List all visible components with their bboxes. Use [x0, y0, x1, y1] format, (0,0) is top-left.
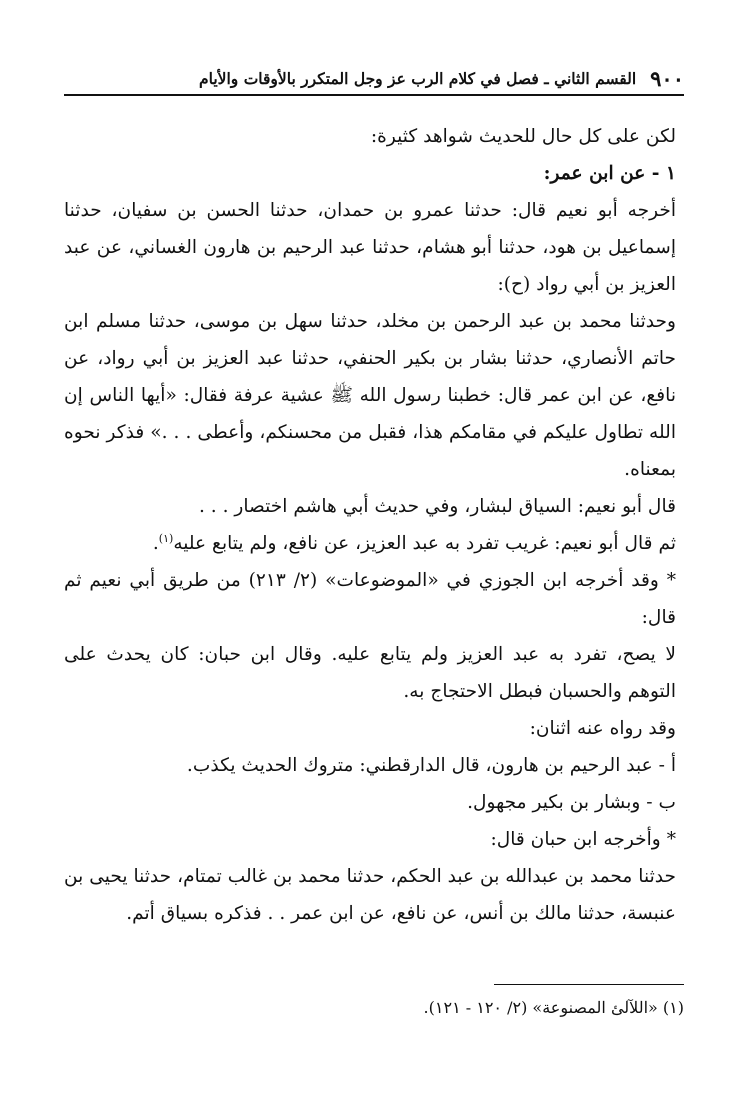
- header-title: القسم الثاني ـ فصل في كلام الرب عز وجل المتكرر بالأوقات والأيام: [199, 68, 637, 88]
- paragraph-6: لا يصح، تفرد به عبد العزيز ولم يتابع عليه. وقال ابن حبان: كان يحدث على التوهم والحسبان فبطل الاحتجاج به.: [64, 644, 676, 702]
- paragraph-4-text: ثم قال أبو نعيم: غريب تفرد به عبد العزيز، عن نافع، ولم يتابع عليه: [173, 533, 676, 554]
- main-text: [64, 118, 684, 932]
- paragraph-2: وحدثنا محمد بن عبد الرحمن بن مخلد، حدثنا سهل بن موسى، حدثنا مسلم ابن حاتم الأنصاري، حدثنا بشار بن بكير الحنفي، حدثنا عبد العزيز بن أبي رواد، عن نافع، عن ابن عمر قال: خطبنا رسول الله ﷺ عشية عرفة فقال: «أيها الناس إن الله تطاول عليكم في مقامكم هذا، فقبل من محسنكم، وأعطى . . .» فذكر نحوه بمعناه.: [64, 311, 676, 480]
- running-header: [64, 62, 684, 96]
- paragraph-10: * وأخرجه ابن حبان قال:: [490, 829, 676, 850]
- footnote-ref: (١): [158, 531, 174, 545]
- paragraph-8: أ - عبد الرحيم بن هارون، قال الدارقطني: متروك الحديث يكذب.: [186, 755, 676, 776]
- paragraph-4-end: .: [152, 533, 159, 554]
- paragraph-11: حدثنا محمد بن عبدالله بن عبد الحكم، حدثنا محمد بن غالب تمتام، حدثنا يحيى بن عنبسة، حدثنا مالك بن أنس، عن نافع، عن ابن عمر . . فذكره بسياق أتم.: [64, 866, 676, 924]
- paragraph-7: وقد رواه عنه اثنان:: [529, 718, 676, 739]
- paragraph-5: * وقد أخرجه ابن الجوزي في «الموضوعات» (٢/ ٢١٣) من طريق أبي نعيم ثم قال:: [64, 570, 676, 628]
- paragraph-9: ب - وبشار بن بكير مجهول.: [467, 792, 676, 813]
- paragraph-3: قال أبو نعيم: السياق لبشار، وفي حديث أبي هاشم اختصار . . .: [198, 496, 676, 517]
- footnote-divider: [494, 984, 684, 985]
- footnote: (١) «اللآلئ المصنوعة» (٢/ ١٢٠ - ١٢١).: [423, 998, 684, 1017]
- paragraph-intro: لكن على كل حال للحديث شواهد كثيرة:: [370, 126, 676, 147]
- page-number: ٩٠٠: [650, 65, 684, 91]
- paragraph-1: أخرجه أبو نعيم قال: حدثنا عمرو بن حمدان، حدثنا الحسن بن سفيان، حدثنا إسماعيل بن هود، حدثنا أبو هشام، حدثنا عبد الرحيم بن هارون الغساني، عن عبد العزيز بن أبي رواد (ح):: [64, 200, 676, 295]
- section-heading: ١ - عن ابن عمر:: [543, 163, 676, 184]
- paragraph-4: [64, 525, 684, 562]
